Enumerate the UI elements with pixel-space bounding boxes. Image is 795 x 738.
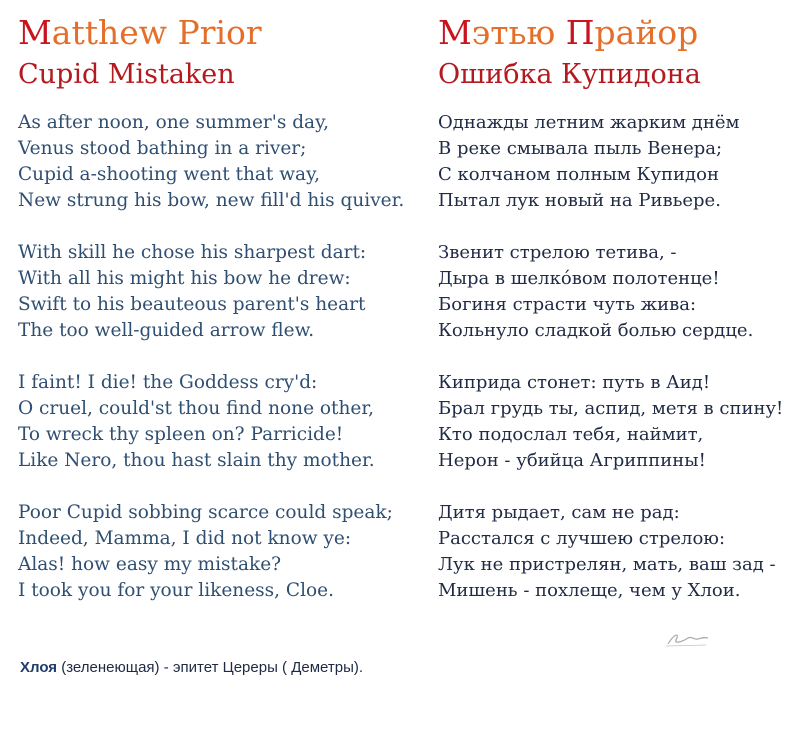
russian-poem-title: Ошибка Купидона (438, 59, 701, 90)
footnote-term: Хлоя (20, 659, 58, 676)
poem-line: Однажды летним жарким днём (438, 112, 740, 133)
stanza (438, 240, 793, 344)
poem-line: Лук не пристрелян, мать, ваш зад - (438, 554, 776, 575)
stanza (18, 110, 408, 214)
poem-line: Swift to his beauteous parent's heart (18, 294, 366, 315)
signature-icon (664, 628, 710, 650)
poem-line: With skill he chose his sharpest dart: (18, 242, 367, 263)
poem-line: Like Nero, thou hast slain thy mother. (18, 450, 375, 471)
author-name-rest: райор (594, 13, 699, 52)
stanza (18, 370, 408, 474)
poem-line: Пытал лук новый на Ривьере. (438, 190, 721, 211)
poem-line: Cupid a-shooting went that way, (18, 164, 320, 185)
poem-line: Poor Cupid sobbing scarce could speak; (18, 502, 393, 523)
poem-line: Мишень - похлеще, чем у Хлои. (438, 580, 741, 601)
poem-line: Нерон - убийца Агриппины! (438, 450, 706, 471)
footnote (20, 659, 363, 676)
poem-line: The too well-guided arrow flew. (18, 320, 315, 341)
poem-line: В реке смывала пыль Венера; (438, 138, 723, 159)
poem-line: New strung his bow, new fill'd his quiver. (18, 190, 405, 211)
poem-line: Расстался с лучшею стрелою: (438, 528, 726, 549)
stanza (438, 370, 793, 474)
english-stanzas (18, 110, 408, 604)
stanza (18, 500, 408, 604)
poem-line: С колчаном полным Купидон (438, 164, 719, 185)
english-column (18, 12, 408, 630)
poem-line: With all his might his bow he drew: (18, 268, 351, 289)
stanza (438, 110, 793, 214)
poem-line: Venus stood bathing in a river; (18, 138, 307, 159)
author-name-rest: atthew Prior (51, 13, 262, 52)
russian-column (438, 12, 793, 630)
author-surname-initial: П (565, 13, 595, 52)
english-poem-title: Cupid Mistaken (18, 59, 235, 90)
poem-line: Кольнуло сладкой болью сердце. (438, 320, 754, 341)
poem-line: Дитя рыдает, сам не рад: (438, 502, 680, 523)
poem-line: Дыра в шелко́вом полотенце! (438, 268, 720, 289)
poem-line: O cruel, could'st thou find none other, (18, 398, 375, 419)
poem-line: Брал грудь ты, аспид, метя в спину! (438, 398, 784, 419)
poem-line: Киприда стонет: путь в Аид! (438, 372, 711, 393)
poem-line: As after noon, one summer's day, (18, 112, 329, 133)
poem-line: Богиня страсти чуть жива: (438, 294, 697, 315)
poem-line: Кто подослал тебя, наймит, (438, 424, 704, 445)
russian-stanzas (438, 110, 793, 604)
poem-line: Alas! how easy my mistake? (18, 554, 282, 575)
author-initial: М (438, 13, 472, 52)
poem-line: Звенит стрелою тетива, - (438, 242, 677, 263)
poem-line: I faint! I die! the Goddess cry'd: (18, 372, 318, 393)
author-name-mid: этью (471, 13, 566, 52)
author-initial: M (18, 13, 52, 52)
poem-line: To wreck thy spleen on? Parricide! (18, 424, 344, 445)
stanza (438, 500, 793, 604)
english-author (18, 12, 408, 54)
stanza (18, 240, 408, 344)
poem-line: I took you for your likeness, Cloe. (18, 580, 334, 601)
footnote-definition: (зеленеющая) - эпитет Цереры ( Деметры). (57, 659, 364, 676)
russian-author (438, 12, 793, 54)
poem-line: Indeed, Mamma, I did not know ye: (18, 528, 352, 549)
